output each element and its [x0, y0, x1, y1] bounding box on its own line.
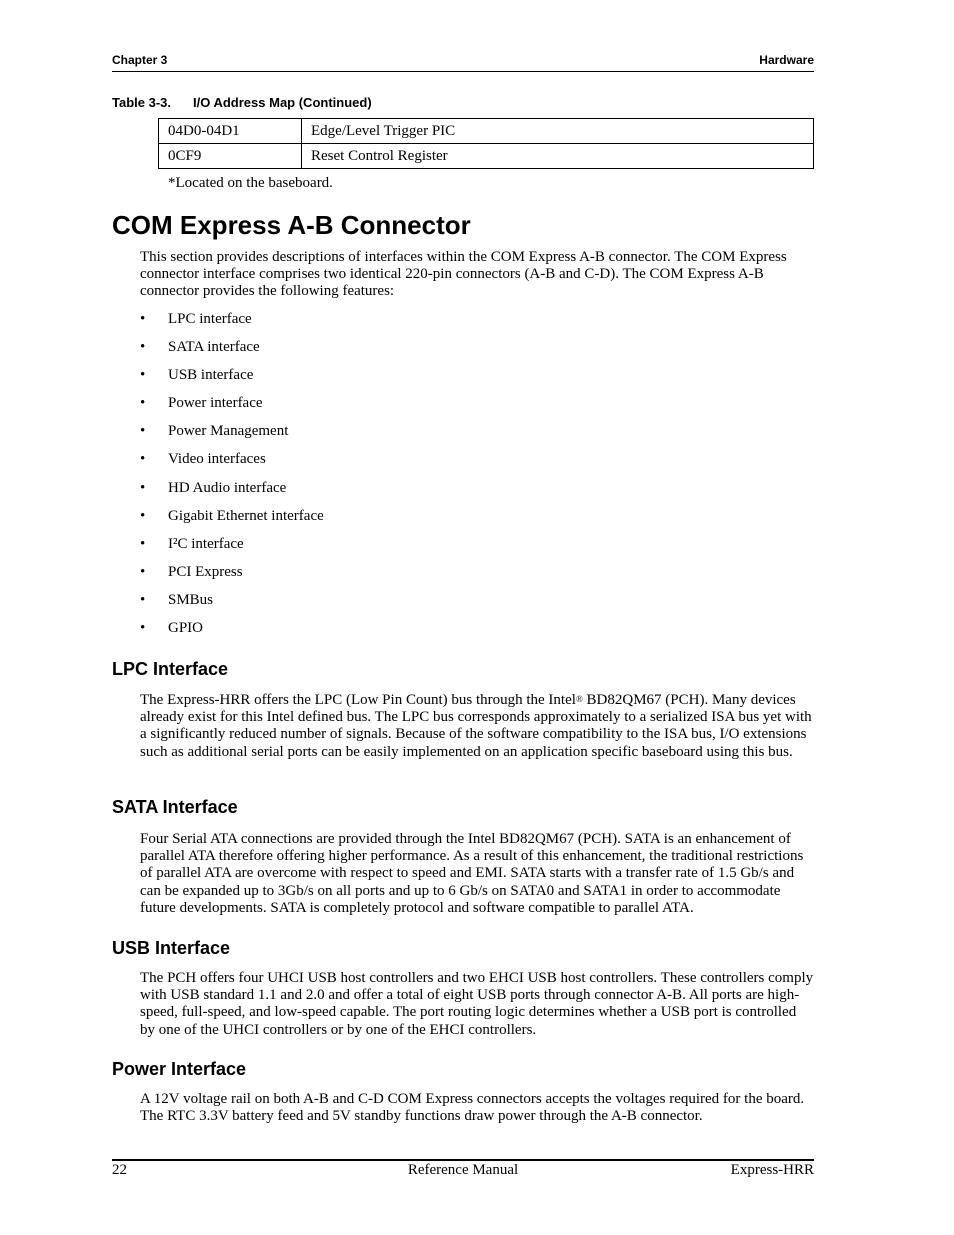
registered-mark: ®	[575, 694, 583, 704]
feature-label: I²C interface	[168, 535, 244, 552]
feature-list	[140, 309, 324, 646]
bullet-icon: •	[140, 563, 146, 580]
header-section: Hardware	[759, 53, 814, 67]
table-cell-description: Reset Control Register	[302, 144, 814, 169]
section-intro: This section provides descriptions of interfaces within the COM Express A-B connector. The COM Express connector interface comprises two identical 220-pin connectors (A-B and C-D). The COM Express A-B connector provides the following features:	[140, 249, 787, 300]
list-item	[140, 590, 324, 618]
feature-label: SMBus	[168, 591, 214, 608]
sata-heading: SATA Interface	[112, 797, 238, 817]
feature-label: HD Audio interface	[168, 479, 287, 496]
table-caption-number: Table 3-3.	[112, 95, 172, 110]
table-row	[159, 119, 814, 144]
feature-label: Power interface	[168, 395, 263, 412]
power-body: A 12V voltage rail on both A-B and C-D COM Express connectors accepts the voltages required for the board. The RTC 3.3V battery feed and 5V standby functions draw power through the A-B connector.	[140, 1091, 805, 1125]
list-item	[140, 478, 324, 506]
lpc-heading: LPC Interface	[112, 659, 229, 679]
io-address-table	[158, 118, 814, 169]
bullet-icon: •	[140, 311, 146, 327]
lpc-body	[140, 691, 814, 761]
feature-label: Power Management	[168, 423, 289, 440]
feature-label: GPIO	[168, 620, 204, 637]
bullet-icon: •	[140, 591, 146, 608]
bullet-icon: •	[140, 423, 146, 440]
table-footnote: *Located on the baseboard.	[168, 175, 333, 191]
page-number: 22	[112, 1162, 127, 1178]
bullet-icon: •	[140, 479, 146, 496]
table-caption-title: I/O Address Map (Continued)	[193, 95, 372, 110]
page-header	[112, 52, 814, 72]
list-item	[140, 506, 324, 534]
list-item	[140, 421, 324, 449]
lpc-body-end: BD82QM67 (PCH). Many devices already exist for this Intel defined bus. The LPC bus corresponds approximately to a serialized ISA bus yet with a significantly reduced number of signals. Because of the software compatibility to the ISA bus, I/O extensions such as additional serial ports can be easily implemented on an application specific baseboard using this bus.	[140, 692, 812, 760]
footer-document-title: Reference Manual	[407, 1162, 519, 1178]
bullet-icon: •	[140, 535, 146, 552]
table-cell-description: Edge/Level Trigger PIC	[302, 119, 814, 144]
table-cell-address: 0CF9	[159, 144, 302, 169]
usb-body: The PCH offers four UHCI USB host controllers and two EHCI USB host controllers. These controllers comply with USB standard 1.1 and 2.0 and offer a total of eight USB ports through connector A-B. All ports are high-speed, full-speed, and low-speed capable. The port routing logic determines whether a USB port is controlled by one of the UHCI controllers or by one of the EHCI controllers.	[140, 970, 814, 1038]
bullet-icon: •	[140, 395, 146, 412]
list-item	[140, 309, 324, 337]
section-title: COM Express A-B Connector	[112, 210, 471, 240]
list-item	[140, 393, 324, 421]
bullet-icon: •	[140, 367, 146, 384]
bullet-icon: •	[140, 620, 146, 637]
usb-heading: USB Interface	[112, 938, 231, 958]
lpc-body-start: The Express-HRR offers the LPC (Low Pin Count) bus through the Intel	[140, 692, 576, 708]
table-caption	[112, 95, 372, 110]
list-item	[140, 562, 324, 590]
power-heading: Power Interface	[112, 1059, 247, 1079]
list-item	[140, 365, 324, 393]
bullet-icon: •	[140, 339, 146, 356]
feature-label: Video interfaces	[168, 451, 266, 468]
bullet-icon: •	[140, 451, 146, 468]
page-footer	[112, 1159, 814, 1181]
sata-body: Four Serial ATA connections are provided through the Intel BD82QM67 (PCH). SATA is an enhancement of parallel ATA therefore offering higher performance. As a result of this enhancement, the traditional restrictions of parallel ATA are overcome with respect to speed and EMI. SATA starts with a transfer rate of 1.5 Gb/s and can be expanded up to 3Gb/s on all ports and up to 6 Gb/s on SATA0 and SATA1 in order to accommodate future developments. SATA is completely protocol and software compatible to parallel ATA.	[140, 831, 804, 916]
list-item	[140, 618, 324, 646]
feature-label: USB interface	[168, 367, 254, 384]
feature-label: Gigabit Ethernet interface	[168, 507, 324, 524]
feature-label: SATA interface	[168, 339, 260, 356]
header-chapter: Chapter 3	[112, 53, 168, 67]
feature-label: PCI Express	[168, 563, 243, 580]
feature-label: LPC interface	[168, 311, 252, 327]
footer-product-name: Express-HRR	[730, 1162, 814, 1178]
table-row	[159, 144, 814, 169]
list-item	[140, 449, 324, 477]
list-item	[140, 337, 324, 365]
list-item	[140, 534, 324, 562]
bullet-icon: •	[140, 507, 146, 524]
table-cell-address: 04D0-04D1	[159, 119, 302, 144]
